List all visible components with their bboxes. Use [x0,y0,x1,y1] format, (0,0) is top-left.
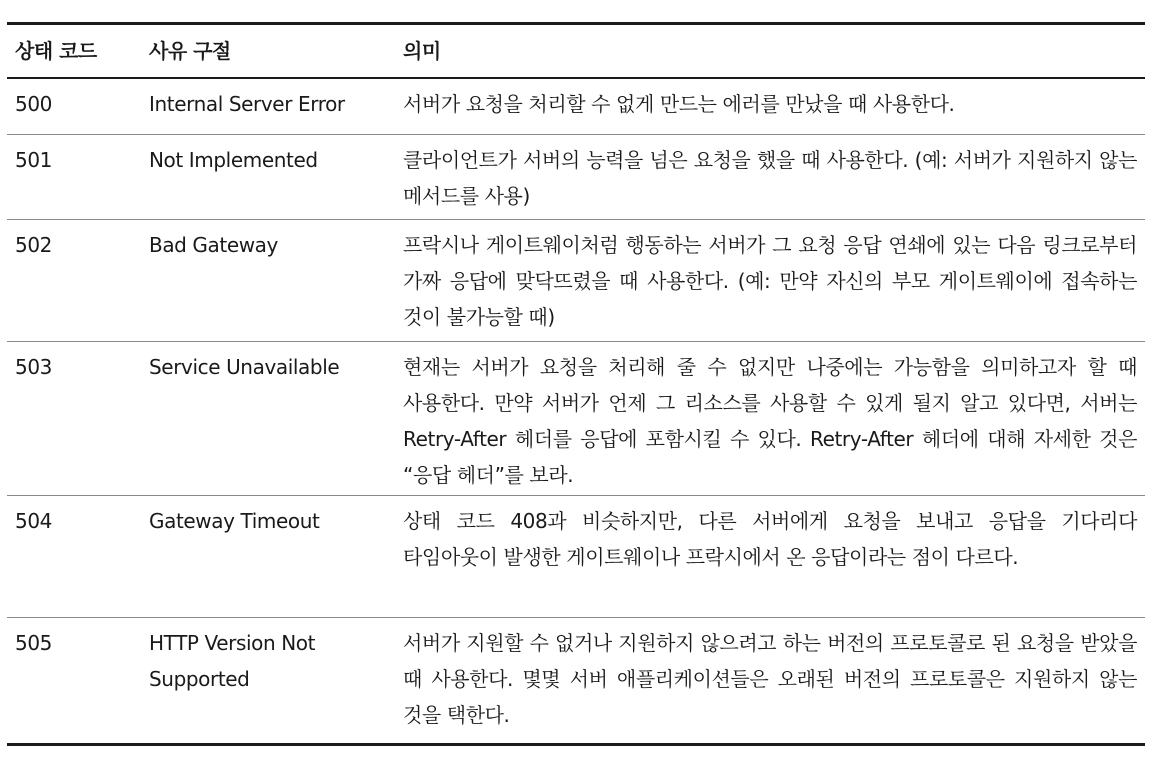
row-reason-phrase: Internal Server Error [149,92,345,116]
row-meaning: 서버가 지원할 수 없거나 지원하지 않으려고 하는 버전의 프로토콜로 된 요청을 받았을 때 사용한다. 몇몇 서버 애플리케이션들은 오래된 버전의 프로토콜은 지원하지 않는 것을 택한다. [403,631,1137,727]
table-row [7,135,1145,219]
row-reason-phrase: Gateway Timeout [149,509,320,533]
table-row [7,220,1145,341]
row-reason-phrase: Service Unavailable [149,355,340,379]
header-reason-phrase: 사유 구절 [149,39,231,63]
header-meaning: 의미 [403,39,441,63]
row-meaning: 상태 코드 408과 비슷하지만, 다른 서버에게 요청을 보내고 응답을 기다리다 타임아웃이 발생한 게이트웨이나 프락시에서 온 응답이라는 점이 다르다. [403,509,1137,569]
table-row [7,496,1145,617]
table-bottom-rule [7,743,1145,746]
row-status-code: 505 [15,631,52,655]
table-row [7,79,1145,134]
row-reason-phrase: Not Implemented [149,148,318,172]
row-status-code: 502 [15,233,52,257]
row-meaning: 현재는 서버가 요청을 처리해 줄 수 없지만 나중에는 가능함을 의미하고자 할 때 사용한다. 만약 서버가 언제 그 리소스를 사용할 수 있게 될지 알고 있다면, 서버는 Retry-After 헤더를 응답에 포함시킬 수 있다. Retry-After 헤더에 대해 자세한 것은 “응답 헤더”를 보라. [403,355,1137,487]
header-status-code: 상태 코드 [15,39,97,63]
row-reason-phrase: Bad Gateway [149,233,278,257]
row-meaning: 프락시나 게이트웨이처럼 행동하는 서버가 그 요청 응답 연쇄에 있는 다음 링크로부터 가짜 응답에 맞닥뜨렸을 때 사용한다. (예: 만약 자신의 부모 게이트웨이에 접속하는 것이 불가능할 때) [403,233,1137,329]
table-row [7,342,1145,495]
row-meaning: 클라이언트가 서버의 능력을 넘은 요청을 했을 때 사용한다. (예: 서버가 지원하지 않는 메서드를 사용) [403,148,1137,208]
row-status-code: 503 [15,355,52,379]
row-meaning: 서버가 요청을 처리할 수 없게 만드는 에러를 만났을 때 사용한다. [403,92,955,116]
row-reason-phrase: HTTP Version Not Supported [149,631,316,691]
table-header-row [7,25,1145,77]
row-status-code: 504 [15,509,52,533]
status-code-table [7,22,1145,746]
row-status-code: 501 [15,148,52,172]
table-row [7,618,1145,743]
row-status-code: 500 [15,92,52,116]
